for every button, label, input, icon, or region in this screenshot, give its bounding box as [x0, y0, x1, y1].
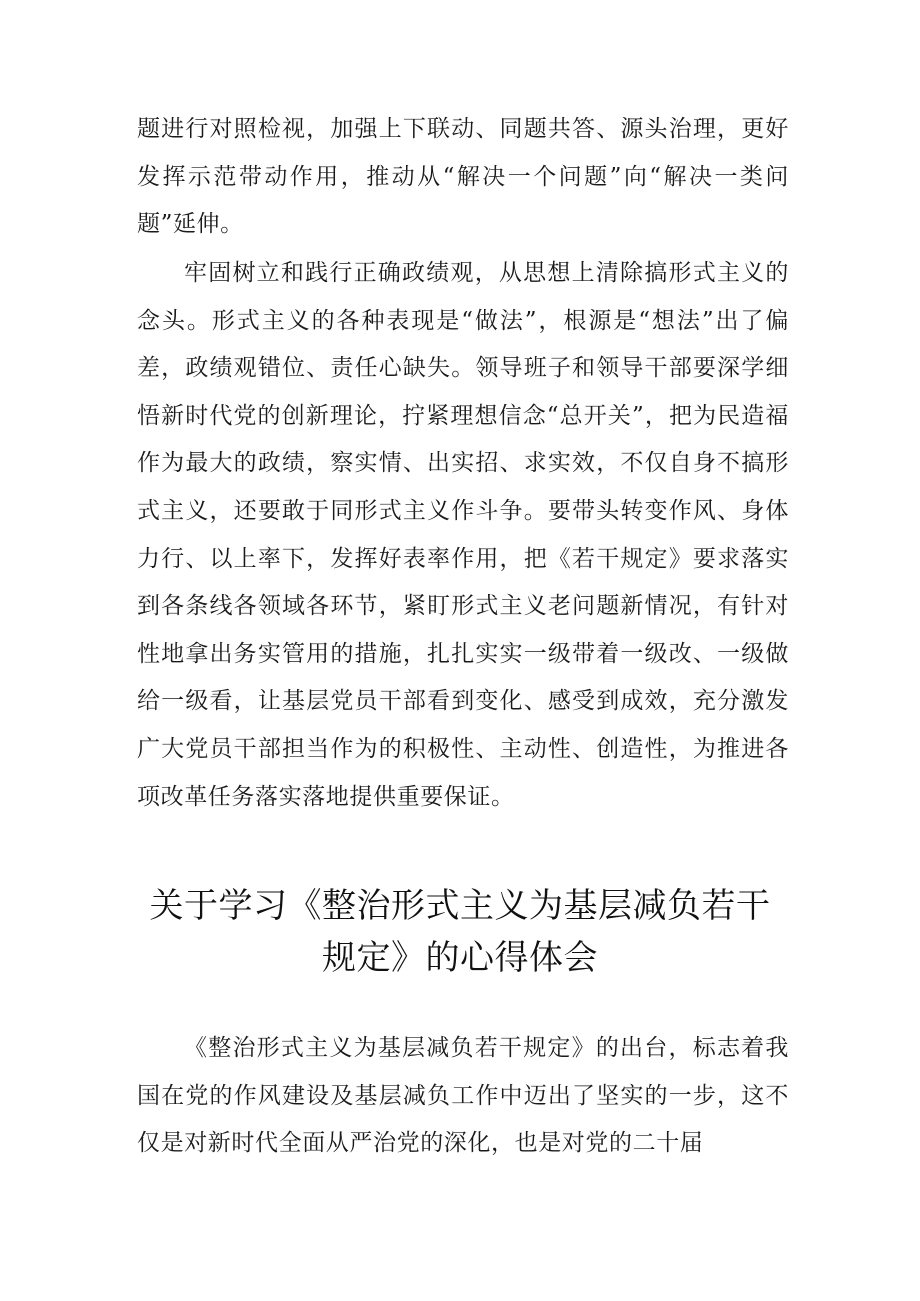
article-title-line-1: 关于学习《整治形式主义为基层减负若干 — [149, 886, 771, 926]
article-title — [120, 880, 800, 984]
paragraph-article-intro: 《整治形式主义为基层减负若干规定》的出台，标志着我国在党的作风建设及基层减负工作中迈出了坚实的一步，这不仅是对新时代全面从严治党的深化，也是对党的二十届 — [137, 1035, 789, 1157]
paragraph-political-performance: 牢固树立和践行正确政绩观，从思想上清除搞形式主义的念头。形式主义的各种表现是“做法”，根源是“想法”出了偏差，政绩观错位、责任心缺失。领导班子和领导干部要深学细悟新时代党的创新理论，拧紧理想信念“总开关”，把为民造福作为最大的政绩，察实情、出实招、求实效，不仅自身不搞形式主义，还要敢于同形式主义作斗争。要带头转变作风、身体力行、以上率下，发挥好表率作用，把《若干规定》要求落实到各条线各领域各环节，紧盯形式主义老问题新情况，有针对性地拿出务实管用的措施，扎扎实实一级带着一级改、一级做给一级看，让基层党员干部看到变化、感受到成效，充分激发广大党员干部担当作为的积极性、主动性、创造性，为推进各项改革任务落实落地提供重要保证。 — [137, 260, 789, 810]
article-title-line-2: 规定》的心得体会 — [322, 938, 598, 978]
paragraph-continuation: 题进行对照检视，加强上下联动、同题共答、源头治理，更好发挥示范带动作用，推动从“解决一个问题”向“解决一类问题”延伸。 — [137, 116, 789, 238]
